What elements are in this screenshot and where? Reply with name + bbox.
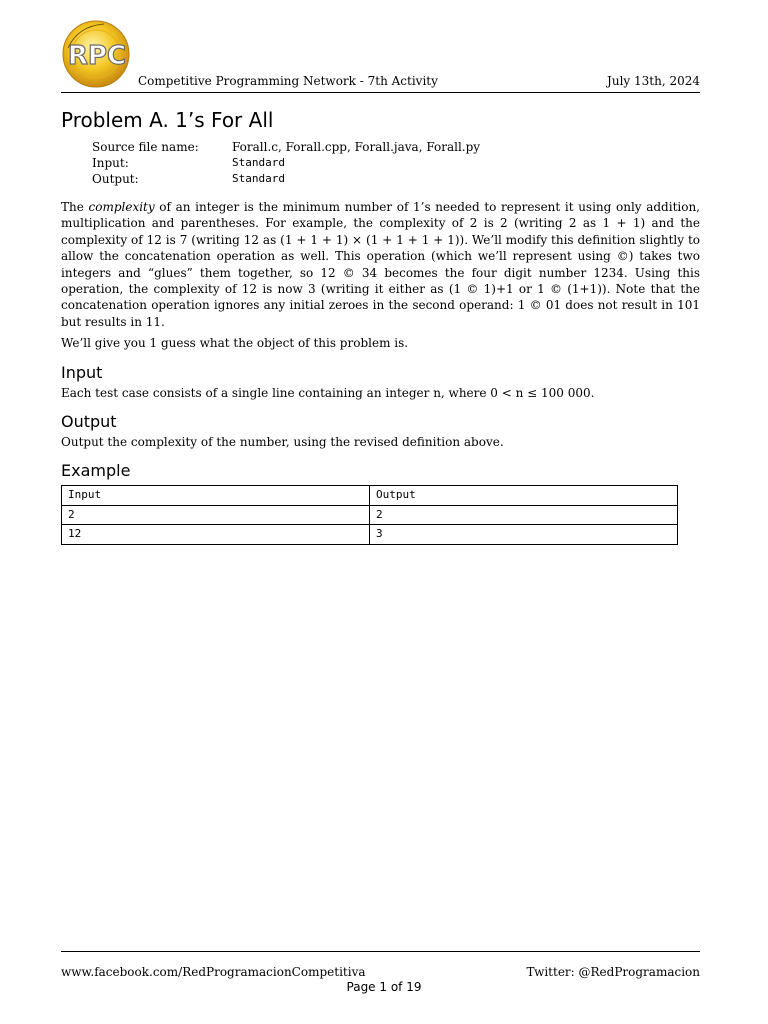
meta-value: Standard [232, 156, 285, 169]
rpc-logo [58, 18, 138, 90]
table-row [62, 505, 678, 524]
statement-paragraph: The complexity of an integer is the minimum number of 1’s needed to represent it using only addition, multiplication and parentheses. For example, the complexity of 2 is 2 (writing 2 as 1 + 1) and the complexity of 12 is 7 (writing 12 as (1 + 1 + 1) × (1 + 1 + 1 + 1)). We’ll modify this definition slightly to allow the concatenation operation as well. This operation (which we’ll represent using ©) takes two integers and “glues” them together, so 12 © 34 becomes the four digit number 1234. Using this operation, the complexity of 12 is now 3 (writing it either as (1 © 1)+1 or 1 © (1+1)). Note that the concatenation operation ignores any initial zeroes in the second operand: 1 © 01 does not result in 101 but results in 11. [61, 200, 700, 329]
meta-row-source [92, 139, 480, 155]
problem-title: Problem A. 1’s For All [61, 108, 274, 132]
logo-wordmark: RPC [67, 41, 127, 71]
output-heading: Output [61, 412, 117, 432]
column-header: Output [370, 486, 678, 505]
header-date: July 13th, 2024 [607, 74, 700, 88]
input-heading: Input [61, 362, 103, 382]
page-number: Page 1 of 19 [346, 980, 422, 994]
header-divider [61, 92, 700, 93]
meta-value: Standard [232, 172, 285, 185]
table-cell: 12 [62, 525, 370, 544]
column-header: Input [62, 486, 370, 505]
meta-key: Output: [92, 172, 139, 186]
footer-twitter: Twitter: @RedProgramacion [526, 965, 700, 979]
meta-key: Source file name: [92, 140, 199, 154]
problem-meta [92, 139, 480, 187]
table-header-row [62, 486, 678, 505]
input-description: Each test case consists of a single line containing an integer n, where 0 < n ≤ 100 000. [61, 385, 595, 400]
output-description: Output the complexity of the number, using the revised definition above. [61, 435, 504, 450]
table-cell: 3 [370, 525, 678, 544]
statement-paragraph: We’ll give you 1 guess what the object of this problem is. [61, 336, 409, 351]
table-cell: 2 [370, 505, 678, 524]
header-activity: Competitive Programming Network - 7th Activity [138, 74, 438, 88]
example-heading: Example [61, 461, 131, 481]
footer-facebook-link[interactable]: www.facebook.com/RedProgramacionCompetitiva [61, 965, 366, 979]
emphasis-complexity: complexity [88, 200, 155, 214]
meta-row-input [92, 155, 480, 171]
meta-row-output [92, 171, 480, 187]
meta-value: Forall.c, Forall.cpp, Forall.java, Forall.py [232, 140, 481, 154]
meta-key: Input: [92, 156, 129, 170]
table-cell: 2 [62, 505, 370, 524]
footer-divider [61, 951, 700, 952]
table-row [62, 525, 678, 544]
example-table [61, 485, 678, 544]
problem-body [61, 199, 700, 545]
